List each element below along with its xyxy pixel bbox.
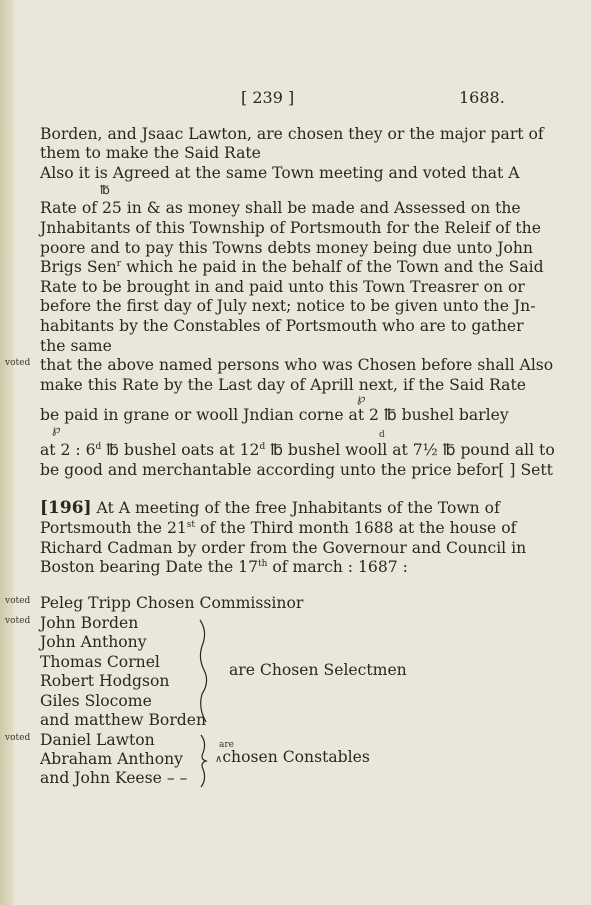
caret-mark: ∧: [215, 754, 223, 765]
text-segment: Portsmouth the 21: [40, 519, 187, 537]
text-line: Jnhabitants of this Township of Portsmouth for the Releif of the: [40, 219, 541, 237]
text-line: [40, 498, 500, 518]
text-segment: at 2 : 6: [40, 441, 96, 459]
superscript: r: [116, 258, 122, 269]
margin-note-voted: voted: [5, 733, 31, 743]
text-segment: ℔ bushel wooll at 7½ ℔ pound all to: [265, 441, 555, 459]
page-gutter: [0, 0, 14, 905]
selectmen-note: are Chosen Selectmen: [229, 661, 407, 679]
text-line: Rate of 25 in & as money shall be made and Assessed on the: [40, 199, 521, 217]
text-line: the same: [40, 337, 112, 355]
text-segment: which he paid in the behalf of the Town and the Said: [121, 258, 544, 276]
text-line: [40, 518, 516, 538]
text-segment: ℔ bushel oats at 12: [101, 441, 260, 459]
section-number: [196]: [40, 498, 92, 518]
text-segment: Boston bearing Date the 17: [40, 558, 259, 576]
selectman-name: Giles Slocome: [40, 692, 152, 710]
text-segment: chosen Constables: [222, 748, 370, 766]
per-mark: ℔: [100, 183, 110, 197]
text-line: Rate to be brought in and paid unto this Town Treasrer on or: [40, 278, 525, 296]
page-number: [ 239 ]: [241, 88, 295, 107]
page-year: 1688.: [459, 88, 505, 107]
text-line: Richard Cadman by order from the Governour and Council in: [40, 539, 527, 557]
selectman-name: Robert Hodgson: [40, 672, 170, 690]
per-mark: ℘: [357, 391, 366, 405]
text-line: poore and to pay this Towns debts money being due unto John: [40, 239, 533, 257]
superscript: d: [259, 441, 266, 452]
text-segment: of the Third month 1688 at the house of: [195, 519, 517, 537]
text-line: Peleg Tripp Chosen Commissinor: [40, 594, 304, 612]
text-line: [40, 257, 544, 277]
selectmen-brace: [196, 618, 212, 724]
constable-name: and John Keese – –: [40, 769, 188, 787]
text-line: that the above named persons who was Chosen before shall Also: [40, 356, 554, 374]
text-line: be paid in grane or wooll Jndian corne at 2 ℔ bushel barley: [40, 406, 509, 424]
per-mark: ℘: [52, 422, 61, 436]
text-line: make this Rate by the Last day of Aprill next, if the Said Rate: [40, 376, 526, 394]
selectman-name: John Anthony: [40, 633, 147, 651]
selectman-name: and matthew Borden: [40, 711, 207, 729]
margin-note-voted: voted: [5, 358, 31, 368]
text-line: be good and merchantable according unto the price befor[ ] Sett: [40, 461, 553, 479]
text-segment: At A meeting of the free Jnhabitants of the Town of: [96, 499, 500, 517]
text-line: before the first day of July next; notice to be given unto the Jn-: [40, 297, 536, 315]
text-segment: Brigs Sen: [40, 258, 117, 276]
text-line: Also it is Agreed at the same Town meeting and voted that A: [40, 164, 520, 182]
superscript: d: [95, 441, 102, 452]
superscript: th: [258, 558, 268, 569]
interlined-are: are: [219, 740, 234, 750]
text-line: habitants by the Constables of Portsmouth who are to gather: [40, 317, 524, 335]
constables-note: [215, 747, 370, 770]
selectman-name: John Borden: [40, 614, 139, 632]
text-line: them to make the Said Rate: [40, 144, 261, 162]
text-line: [40, 557, 408, 577]
constable-name: Daniel Lawton: [40, 731, 155, 749]
denarius-mark: d: [379, 430, 385, 440]
constable-name: Abraham Anthony: [40, 750, 183, 768]
text-line: Borden, and Jsaac Lawton, are chosen they or the major part of: [40, 125, 544, 143]
text-segment: of march : 1687 :: [267, 558, 408, 576]
text-line: [40, 440, 555, 460]
selectman-name: Thomas Cornel: [40, 653, 160, 671]
margin-note-voted: voted: [5, 596, 31, 606]
superscript: st: [186, 519, 196, 530]
constables-brace: [199, 733, 211, 789]
margin-note-voted: voted: [5, 616, 31, 626]
